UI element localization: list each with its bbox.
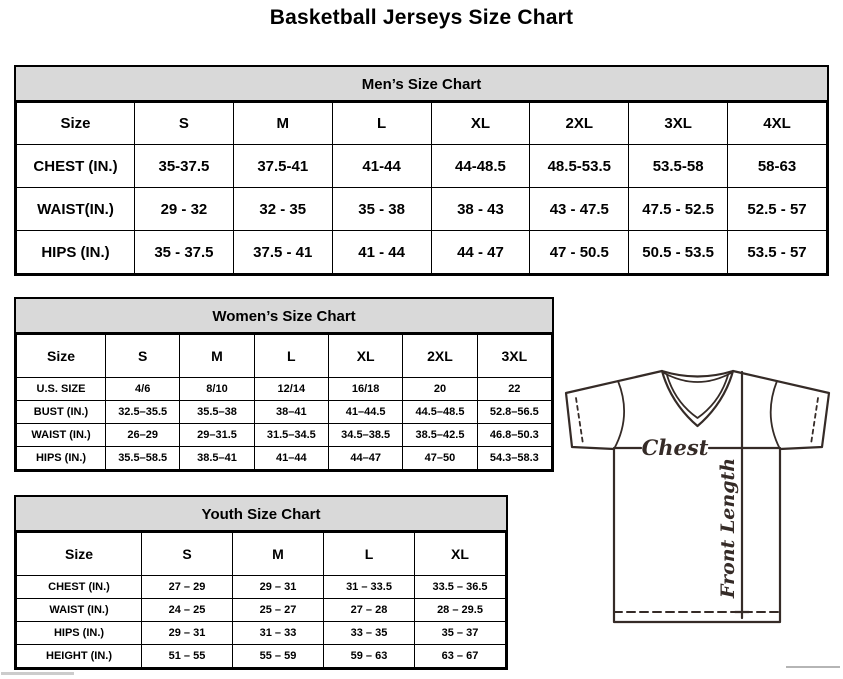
table-cell: 34.5–38.5: [328, 424, 402, 447]
column-header: S: [106, 335, 180, 378]
column-header: XL: [415, 533, 506, 576]
table-cell: 53.5-58: [629, 145, 728, 188]
table-cell: 54.3–58.3: [477, 447, 551, 470]
chest-label: Chest: [641, 435, 709, 460]
table-cell: 12/14: [254, 378, 328, 401]
table-row: [17, 188, 827, 231]
table-cell: 24 – 25: [142, 599, 233, 622]
table-cell: 58-63: [728, 145, 827, 188]
column-header: 3XL: [629, 103, 728, 145]
table-cell: 38.5–41: [180, 447, 254, 470]
womens-chart-title: Women’s Size Chart: [16, 299, 552, 334]
column-header: XL: [328, 335, 402, 378]
row-header: HEIGHT (IN.): [17, 645, 142, 668]
bottom-left-artifact: [1, 672, 74, 675]
header-row: [17, 103, 827, 145]
column-header: 2XL: [403, 335, 477, 378]
table-cell: 20: [403, 378, 477, 401]
column-header: Size: [17, 533, 142, 576]
row-header: HIPS (IN.): [17, 622, 142, 645]
table-cell: 43 - 47.5: [530, 188, 629, 231]
jersey-outline: [566, 371, 829, 622]
row-header: WAIST(IN.): [17, 188, 135, 231]
table-cell: 16/18: [328, 378, 402, 401]
front-length-label: Front Length: [717, 457, 739, 599]
row-header: BUST (IN.): [17, 401, 106, 424]
table-cell: 38–41: [254, 401, 328, 424]
column-header: S: [135, 103, 234, 145]
row-header: CHEST (IN.): [17, 145, 135, 188]
column-header: XL: [431, 103, 530, 145]
page-title: Basketball Jerseys Size Chart: [269, 6, 574, 29]
table-cell: 35 – 37: [415, 622, 506, 645]
column-header: L: [332, 103, 431, 145]
table-cell: 29 – 31: [233, 576, 324, 599]
table-cell: 35 - 38: [332, 188, 431, 231]
table-row: [17, 622, 506, 645]
table-cell: 29 - 32: [135, 188, 234, 231]
table-cell: 44 - 47: [431, 231, 530, 274]
table-cell: 35.5–58.5: [106, 447, 180, 470]
table-row: [17, 645, 506, 668]
table-row: [17, 145, 827, 188]
table-row: [17, 599, 506, 622]
table-cell: 52.8–56.5: [477, 401, 551, 424]
table-cell: 52.5 - 57: [728, 188, 827, 231]
table-row: [17, 424, 552, 447]
table-row: [17, 378, 552, 401]
table-cell: 35 - 37.5: [135, 231, 234, 274]
column-header: 2XL: [530, 103, 629, 145]
bottom-right-artifact: [786, 666, 840, 668]
table-cell: 32 - 35: [233, 188, 332, 231]
row-header: U.S. SIZE: [17, 378, 106, 401]
youth-size-table: [16, 532, 506, 668]
table-cell: 44.5–48.5: [403, 401, 477, 424]
youth-chart-title: Youth Size Chart: [16, 497, 506, 532]
mens-size-chart: [14, 65, 829, 276]
armhole-seam-left: [614, 381, 624, 449]
table-cell: 46.8–50.3: [477, 424, 551, 447]
table-row: [17, 576, 506, 599]
row-header: CHEST (IN.): [17, 576, 142, 599]
column-header: M: [233, 533, 324, 576]
table-cell: 44-48.5: [431, 145, 530, 188]
table-cell: 41–44.5: [328, 401, 402, 424]
column-header: M: [233, 103, 332, 145]
table-cell: 38 - 43: [431, 188, 530, 231]
womens-size-chart: [14, 297, 554, 472]
table-cell: 41-44: [332, 145, 431, 188]
column-header: M: [180, 335, 254, 378]
table-cell: 47.5 - 52.5: [629, 188, 728, 231]
table-cell: 51 – 55: [142, 645, 233, 668]
armhole-seam-right: [771, 381, 780, 449]
table-cell: 59 – 63: [324, 645, 415, 668]
mens-chart-title: Men’s Size Chart: [16, 67, 827, 102]
table-cell: 55 – 59: [233, 645, 324, 668]
table-row: [17, 231, 827, 274]
jersey-measurement-diagram: [556, 360, 839, 632]
column-header: Size: [17, 335, 106, 378]
womens-size-table: [16, 334, 552, 470]
table-cell: 31 – 33.5: [324, 576, 415, 599]
table-cell: 4/6: [106, 378, 180, 401]
table-cell: 33 – 35: [324, 622, 415, 645]
table-cell: 35.5–38: [180, 401, 254, 424]
table-cell: 27 – 29: [142, 576, 233, 599]
column-header: L: [254, 335, 328, 378]
table-cell: 41 - 44: [332, 231, 431, 274]
mens-size-table: [16, 102, 827, 274]
row-header: WAIST (IN.): [17, 599, 142, 622]
table-cell: 37.5-41: [233, 145, 332, 188]
row-header: HIPS (IN.): [17, 231, 135, 274]
table-cell: 29 – 31: [142, 622, 233, 645]
header-row: [17, 335, 552, 378]
column-header: Size: [17, 103, 135, 145]
table-cell: 28 – 29.5: [415, 599, 506, 622]
youth-size-chart: [14, 495, 508, 670]
table-cell: 41–44: [254, 447, 328, 470]
table-cell: 47–50: [403, 447, 477, 470]
table-cell: 48.5-53.5: [530, 145, 629, 188]
table-cell: 31 – 33: [233, 622, 324, 645]
table-cell: 37.5 - 41: [233, 231, 332, 274]
table-cell: 22: [477, 378, 551, 401]
table-row: [17, 401, 552, 424]
table-cell: 53.5 - 57: [728, 231, 827, 274]
column-header: S: [142, 533, 233, 576]
table-row: [17, 447, 552, 470]
table-cell: 26–29: [106, 424, 180, 447]
table-cell: 35-37.5: [135, 145, 234, 188]
table-cell: 47 - 50.5: [530, 231, 629, 274]
column-header: L: [324, 533, 415, 576]
sleeve-cuff-dashed-line-right: [811, 398, 818, 444]
table-cell: 50.5 - 53.5: [629, 231, 728, 274]
column-header: 3XL: [477, 335, 551, 378]
table-cell: 31.5–34.5: [254, 424, 328, 447]
table-cell: 32.5–35.5: [106, 401, 180, 424]
table-cell: 44–47: [328, 447, 402, 470]
row-header: WAIST (IN.): [17, 424, 106, 447]
row-header: HIPS (IN.): [17, 447, 106, 470]
column-header: 4XL: [728, 103, 827, 145]
table-cell: 25 – 27: [233, 599, 324, 622]
sleeve-cuff-dashed-line-left: [576, 398, 583, 444]
table-cell: 27 – 28: [324, 599, 415, 622]
table-cell: 63 – 67: [415, 645, 506, 668]
header-row: [17, 533, 506, 576]
table-cell: 33.5 – 36.5: [415, 576, 506, 599]
table-cell: 8/10: [180, 378, 254, 401]
table-cell: 29–31.5: [180, 424, 254, 447]
table-cell: 38.5–42.5: [403, 424, 477, 447]
